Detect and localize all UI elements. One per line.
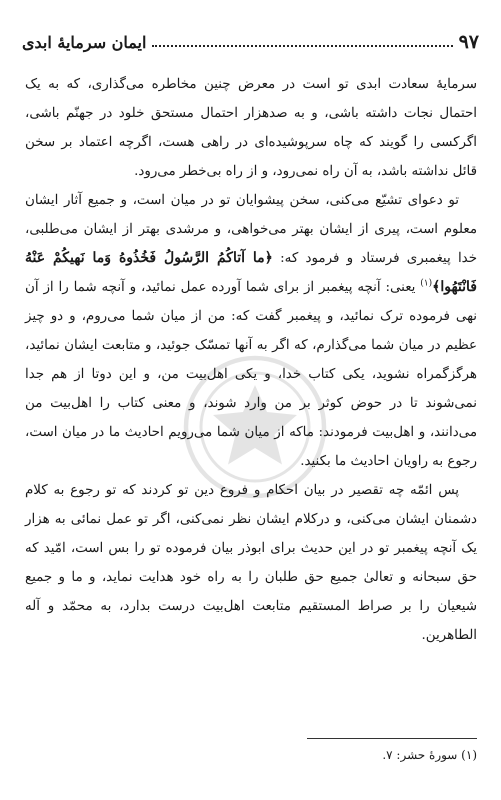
body-text bbox=[25, 70, 477, 650]
running-header bbox=[22, 30, 479, 54]
paragraph-1-text: سرمایهٔ سعادت ابدی تو است در معرض چنین مخاطره می‌گذاری، که به یک احتمال نجات داشته باشی، و به صدهزار احتمال مستحق خلود در جهنّم باشی، اگرکسی را گویند که چاه سرپوشیده‌ای در راهی هست، اگرچه اعتماد بر سخن قائل نداشته باشد، به آن راه نمی‌رود، و از راه بی‌خطر می‌رود. bbox=[25, 77, 477, 179]
footnote-marker: (۱) bbox=[420, 278, 433, 289]
leader-dots bbox=[152, 45, 452, 47]
paragraph-3 bbox=[25, 476, 477, 650]
paragraph-2-before: تو دعوای تشیّع می‌کنی، سخن پیشوایان تو در میان است، و جمیع آثار ایشان معلوم است، پیری از ایشان بهتر می‌خواهی، و مرشدی بهتر از ایشان می‌طلبی، خدا پیغمبری فرستاد و فرمود که: bbox=[25, 193, 477, 266]
paragraph-2-after: یعنی: آنچه پیغمبر از برای شما آورده عمل نمائید، و آنچه شما را از آن نهی فرموده ترک نمائید، و پیغمبر گفت که: من از میان شما می‌روم، و دو چیز عظیم در میان شما می‌گذارم، که اگر به آنها تمسّک جوئید، و متابعت ایشان نمائید، هرگزگمراه نشوید، یکی کتاب خدا، و یکی اهل‌بیت من، و این دوتا از هم جدا نمی‌شوند تا در حوض کوثر بر من وارد شوند، و معنی کتاب را اهل‌بیت من می‌دانند، و اهل‌بیت فرمودند: ماکه از میان شما می‌رویم احادیث ما در میان است، رجوع به راویان احادیث ما بکنید. bbox=[25, 280, 477, 469]
paragraph-3-text: پس ائمّه چه تقصیر در بیان احکام و فروع دین تو کردند که تو رجوع به کلام دشمنان ایشان می‌کنی، و درکلام ایشان نظر نمی‌کنی، اگر تو عمل نمائی به هزار یک آنچه پیغمبر تو در این حدیث برای ابوذر بیان فرموده تو را بس است، امّید که حق سبحانه و تعالیٰ جمیع حق طلبان را به راه خود هدایت نماید، و ما و جمیع شیعیان را بر صراط المستقیم متابعت اهل‌بیت درست بدارد، به محمّد و آله الطاهرین. bbox=[25, 483, 477, 643]
footnote-separator bbox=[307, 738, 477, 739]
page-number: ۹۷ bbox=[458, 31, 479, 53]
paragraph-1 bbox=[25, 70, 477, 186]
footnote: (۱) سورهٔ حشر: ۷. bbox=[382, 748, 477, 762]
quran-verse: ﴿ما آتاکُمُ الرَّسُولُ فَخُذُوهُ وَما نَهیکُمْ عَنْهُ فَانْتَهُوا﴾ bbox=[25, 250, 477, 295]
paragraph-2 bbox=[25, 186, 477, 476]
running-title: ایمان سرمایهٔ ابدی bbox=[22, 32, 147, 52]
